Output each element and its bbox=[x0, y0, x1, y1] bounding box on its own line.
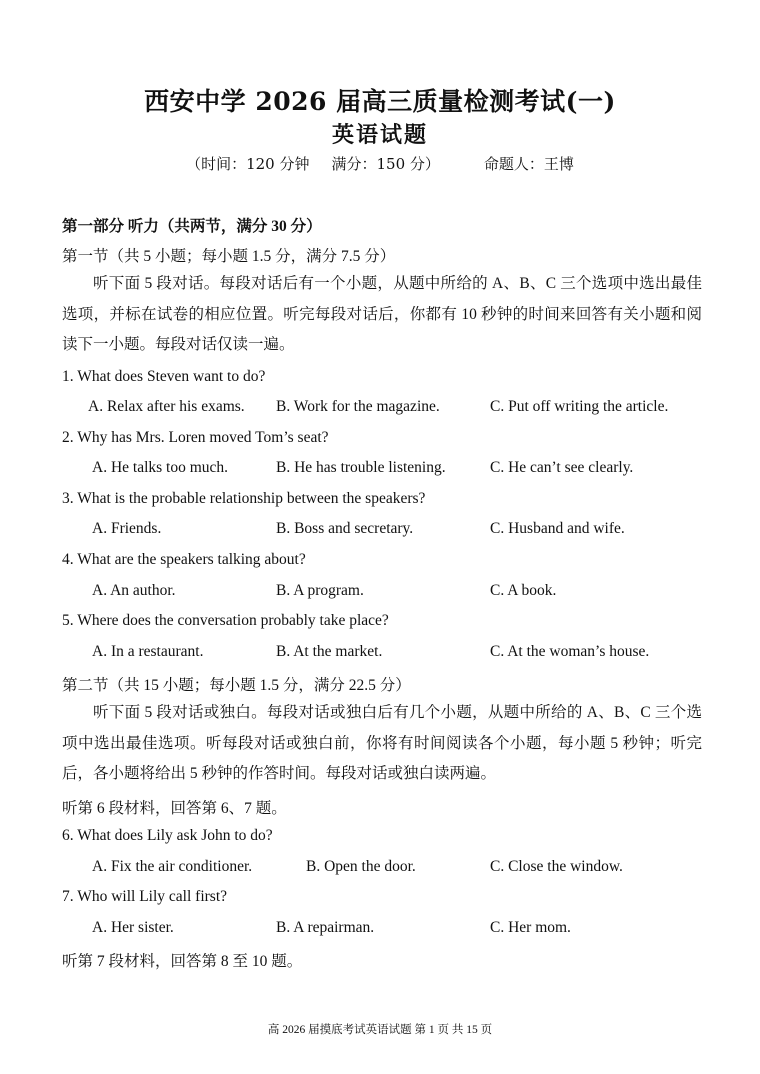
section1-instructions: 听下面 5 段对话。每段对话后有一个小题，从题中所给的 A、B、C 三个选项中选出最佳选项，并标在试卷的相应位置。听完每段对话后，你都有 10 秒钟的时间来回答有关小题和阅读下一小题。每段对话仅读一遍。 bbox=[62, 275, 702, 353]
material-6-note: 听第 6 段材料，回答第 6、7 题。 bbox=[62, 800, 287, 817]
q5-option-b: B. At the market. bbox=[276, 643, 383, 660]
exam-time: （时间：120 分钟 bbox=[186, 155, 310, 173]
q6-option-c: C. Close the window. bbox=[490, 858, 623, 875]
exam-score: 满分：150 分） bbox=[331, 155, 440, 173]
q4-option-b: B. A program. bbox=[276, 582, 364, 599]
q2-option-a: A. He talks too much. bbox=[92, 459, 229, 476]
q3-option-a: A. Friends. bbox=[92, 520, 162, 537]
q4-option-a: A. An author. bbox=[92, 582, 176, 599]
exam-author: 命题人：王博 bbox=[483, 155, 574, 173]
q1-option-b: B. Work for the magazine. bbox=[276, 398, 440, 415]
question-1: 1. What does Steven want to do? bbox=[62, 368, 266, 385]
question-5: 5. Where does the conversation probably take place? bbox=[62, 612, 389, 629]
q6-option-b: B. Open the door. bbox=[306, 858, 416, 875]
q5-option-c: C. At the woman’s house. bbox=[490, 643, 650, 660]
q7-option-b: B. A repairman. bbox=[276, 919, 375, 936]
exam-title: 西安中学 2026 届高三质量检测考试(一) bbox=[144, 87, 616, 116]
q1-option-a: A. Relax after his exams. bbox=[88, 398, 245, 415]
material-7-note: 听第 7 段材料，回答第 8 至 10 题。 bbox=[62, 953, 303, 970]
page-footer: 高 2026 届摸底考试英语试题 第 1 页 共 15 页 bbox=[267, 1024, 493, 1036]
q7-option-c: C. Her mom. bbox=[490, 919, 571, 936]
section1-heading: 第一节（共 5 小题；每小题 1.5 分，满分 7.5 分） bbox=[62, 248, 396, 265]
q2-option-b: B. He has trouble listening. bbox=[276, 459, 446, 476]
q6-option-a: A. Fix the air conditioner. bbox=[92, 858, 253, 875]
question-4: 4. What are the speakers talking about? bbox=[62, 551, 306, 568]
q1-option-c: C. Put off writing the article. bbox=[490, 398, 669, 415]
section2-heading: 第二节（共 15 小题；每小题 1.5 分，满分 22.5 分） bbox=[62, 677, 411, 694]
question-6: 6. What does Lily ask John to do? bbox=[62, 827, 273, 844]
part1-heading: 第一部分 听力（共两节，满分 30 分） bbox=[62, 218, 322, 235]
q5-option-a: A. In a restaurant. bbox=[92, 643, 204, 660]
question-2: 2. Why has Mrs. Loren moved Tom’s seat? bbox=[62, 429, 329, 446]
q7-option-a: A. Her sister. bbox=[92, 919, 174, 936]
q4-option-c: C. A book. bbox=[490, 582, 557, 599]
question-7: 7. Who will Lily call first? bbox=[62, 888, 228, 905]
exam-meta bbox=[0, 153, 760, 174]
q2-option-c: C. He can’t see clearly. bbox=[490, 459, 634, 476]
q3-option-c: C. Husband and wife. bbox=[490, 520, 625, 537]
section2-instructions: 听下面 5 段对话或独白。每段对话或独白后有几个小题，从题中所给的 A、B、C 三个选项中选出最佳选项。听每段对话或独白前，你将有时间阅读各个小题，每小题 5 秒钟；听完后，各小题将给出 5 秒钟的作答时间。每段对话或独白读两遍。 bbox=[62, 704, 702, 782]
q3-option-b: B. Boss and secretary. bbox=[276, 520, 414, 537]
exam-subtitle: 英语试题 bbox=[331, 122, 428, 148]
question-3: 3. What is the probable relationship between the speakers? bbox=[62, 490, 426, 507]
